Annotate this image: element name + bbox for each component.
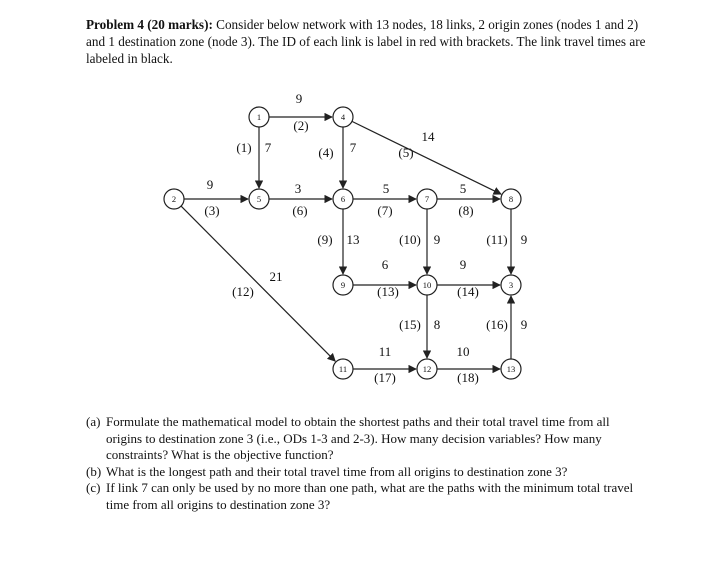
link-1-id: (1) (236, 140, 252, 155)
question-a (86, 414, 646, 464)
link-13-time: 6 (381, 257, 389, 272)
node-10 (417, 275, 437, 295)
link-3-time: 9 (206, 177, 214, 192)
node-9-label: 9 (340, 280, 346, 290)
node-1 (249, 107, 269, 127)
link-2-time: 9 (295, 91, 303, 106)
link-5-id: (5) (398, 145, 414, 160)
node-13 (501, 359, 521, 379)
node-4 (333, 107, 353, 127)
link-14-id: (14) (457, 284, 479, 299)
question-b-label: (b) (86, 463, 102, 479)
question-a-text: Formulate the mathematical model to obtain the shortest paths and their total travel time from all origins to destination zone 3 (i.e., ODs 1-3 and 2-3). How many decision variables? How many constraints? What is the objective function? (106, 414, 610, 462)
link-18-time: 10 (456, 344, 470, 359)
link-1-time: 7 (264, 140, 272, 155)
node-6-label: 6 (340, 194, 346, 204)
node-8 (501, 189, 521, 209)
link-14-time: 9 (459, 257, 467, 272)
node-5 (249, 189, 269, 209)
node-5-label: 5 (256, 194, 262, 204)
link-4-time: 7 (349, 140, 357, 155)
link-2-id: (2) (293, 118, 309, 133)
node-7-label: 7 (424, 194, 430, 204)
link-12-time: 21 (269, 269, 283, 284)
node-10-label: 10 (422, 280, 432, 290)
link-5-time: 14 (421, 129, 435, 144)
link-15-id: (15) (399, 317, 421, 332)
node-3-label: 3 (508, 280, 514, 290)
node-3 (501, 275, 521, 295)
node-2-label: 2 (171, 194, 177, 204)
link-6-id: (6) (292, 203, 308, 218)
node-4-label: 4 (340, 112, 346, 122)
link-7-time: 5 (382, 181, 390, 196)
link-3-id: (3) (204, 203, 220, 218)
link-12-id: (12) (232, 284, 254, 299)
problem-intro: Consider below network with 13 nodes, 18 links, 2 origin zones (nodes 1 and 2) and 1 destination zone (node 3). The ID of each link is label in red with brackets. The link travel times are labeled in black. (86, 17, 646, 66)
link-4-id: (4) (318, 145, 334, 160)
question-c-label: (c) (86, 480, 101, 495)
link-10-time: 9 (433, 232, 441, 247)
link-10-id: (10) (399, 232, 421, 247)
link-17-id: (17) (374, 370, 396, 385)
link-9-id: (9) (317, 232, 333, 247)
problem-heading: Problem 4 (20 marks): (86, 17, 213, 32)
link-12-arrow (181, 206, 335, 361)
link-15-time: 8 (433, 317, 441, 332)
link-9-time: 13 (346, 232, 360, 247)
node-12 (417, 359, 437, 379)
node-9 (333, 275, 353, 295)
node-13-label: 13 (506, 364, 516, 374)
link-16-time: 9 (520, 317, 528, 332)
question-c-text: If link 7 can only be used by no more than one path, what are the paths with the minimum total travel time from all origins to destination zone 3? (106, 480, 634, 512)
question-b-text: What is the longest path and their total travel time from all origins to destination zone 3? (106, 463, 568, 479)
question-list (86, 414, 646, 513)
link-6-time: 3 (294, 181, 302, 196)
question-b (86, 464, 646, 481)
link-18-id: (18) (457, 370, 479, 385)
link-13-id: (13) (377, 284, 399, 299)
node-11 (333, 359, 353, 379)
node-1-label: 1 (256, 112, 262, 122)
node-6 (333, 189, 353, 209)
link-8-id: (8) (458, 203, 474, 218)
node-8-label: 8 (508, 194, 514, 204)
question-c (86, 480, 646, 513)
link-11-time: 9 (520, 232, 528, 247)
node-11-label: 11 (338, 364, 348, 374)
link-11-id: (11) (486, 232, 508, 247)
link-8-time: 5 (459, 181, 467, 196)
link-16-id: (16) (486, 317, 508, 332)
node-2 (164, 189, 184, 209)
node-12-label: 12 (422, 364, 432, 374)
node-7 (417, 189, 437, 209)
question-a-label: (a) (86, 414, 101, 429)
link-7-id: (7) (377, 203, 393, 218)
link-17-time: 11 (378, 344, 392, 359)
